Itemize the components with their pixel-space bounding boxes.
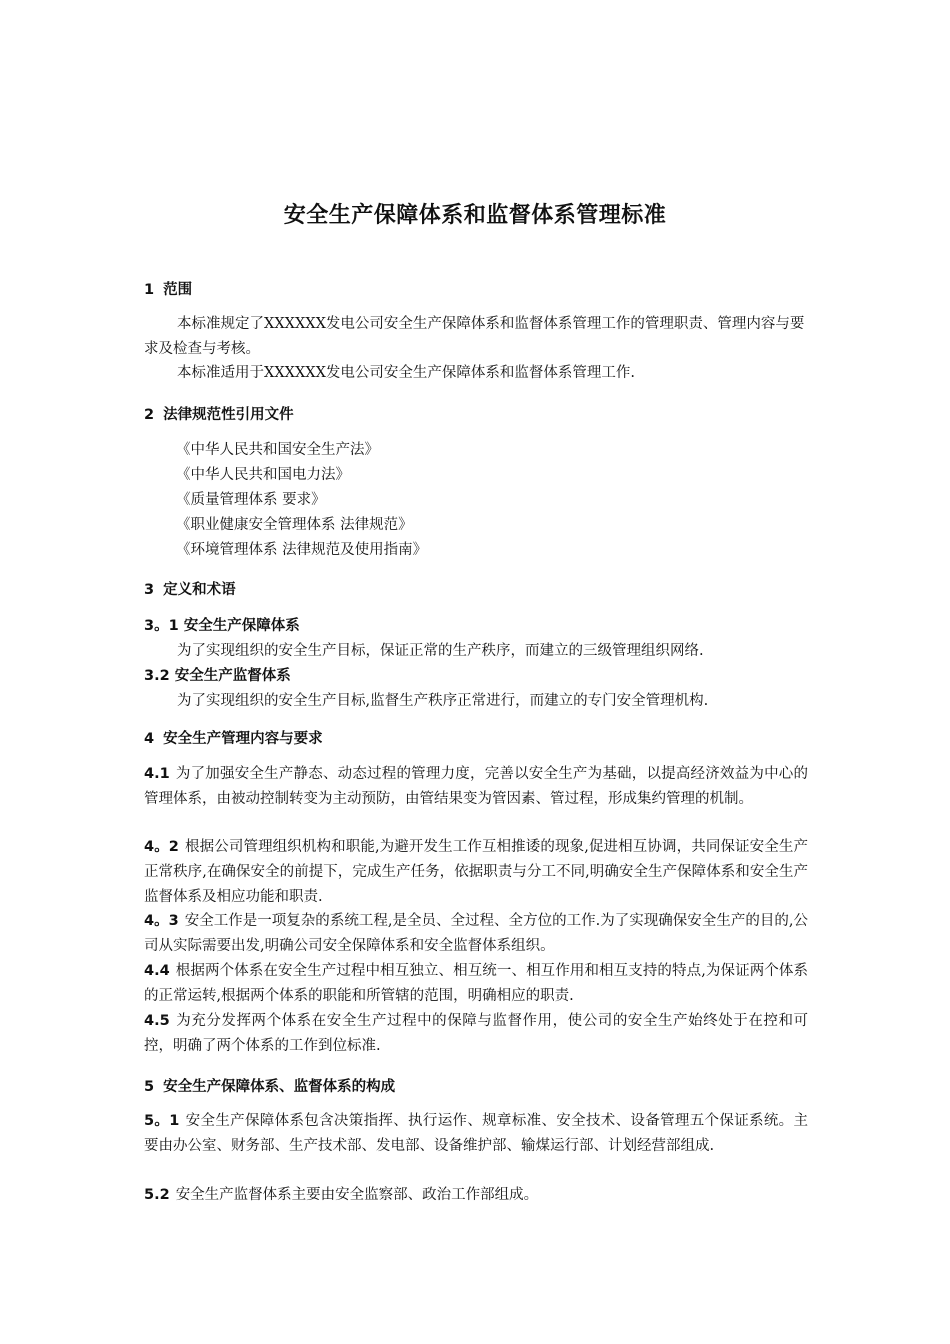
clause-item [144,1009,808,1059]
clause-number: 5。1 [144,1113,180,1129]
clause-number: 4.5 [144,1013,170,1029]
definition-text: 为了实现组织的安全生产目标,监督生产秩序正常进行，而建立的专门安全管理机构. [177,693,709,709]
section-title: 安全生产保障体系、监督体系的构成 [163,1079,396,1095]
section-1-heading [144,278,192,299]
clause-item [144,1109,808,1159]
section-4-heading [144,727,323,748]
clause-item [144,835,808,910]
clause-number: 5.2 [144,1187,170,1203]
clause-number: 4.4 [144,963,170,979]
reference-item: 《质量管理体系 要求》 [176,492,326,508]
clause-text: 安全工作是一项复杂的系统工程,是全员、全过程、全方位的工作.为了实现确保安全生产的目的,公司从实际需要出发,明确公司安全保障体系和安全监督体系组织。 [144,913,808,954]
section-number: 4 [144,731,155,747]
section-1-paragraph-2: 本标准适用于XXXXXX发电公司安全生产保障体系和监督体系管理工作. [177,365,636,381]
section-1-paragraph-1: 本标准规定了XXXXXX发电公司安全生产保障体系和监督体系管理工作的管理职责、管理内容与要求及检查与考核。 [144,316,805,357]
clause-item [144,959,808,1009]
clause-text: 安全生产监督体系主要由安全监察部、政治工作部组成。 [175,1187,539,1203]
definition-label: 3.2 安全生产监督体系 [144,668,291,684]
document-title: 安全生产保障体系和监督体系管理标准 [283,203,667,228]
definition-text: 为了实现组织的安全生产目标，保证正常的生产秩序，而建立的三级管理组织网络. [177,643,704,659]
section-title: 定义和术语 [163,582,236,598]
section-title: 安全生产管理内容与要求 [163,731,323,747]
clause-item [144,762,808,812]
section-title: 范围 [163,282,193,298]
reference-item: 《中华人民共和国安全生产法》 [176,442,379,458]
clause-text: 为充分发挥两个体系在安全生产过程中的保障与监督作用，使公司的安全生产始终处于在控和可控，明确了两个体系的工作到位标准. [144,1013,808,1054]
clause-text: 根据公司管理组织机构和职能,为避开发生工作互相推诿的现象,促进相互协调，共同保证安全生产正常秩序,在确保安全的前提下，完成生产任务，依据职责与分工不同,明确安全生产保障体系和安全生产监督体系及相应功能和职责. [144,839,808,905]
section-title: 法律规范性引用文件 [163,407,294,423]
section-number: 1 [144,282,155,298]
section-5-heading [144,1075,395,1096]
clause-text: 为了加强安全生产静态、动态过程的管理力度，完善以安全生产为基础，以提高经济效益为中心的管理体系，由被动控制转变为主动预防，由管结果变为管因素、管过程，形成集约管理的机制。 [144,766,808,807]
section-number: 2 [144,407,155,423]
section-3-heading [144,578,236,599]
clause-number: 4.1 [144,766,170,782]
clause-item [144,1183,808,1208]
section-number: 5 [144,1079,155,1095]
clause-number: 4。2 [144,839,179,855]
section-2-heading [144,403,294,424]
clause-text: 根据两个体系在安全生产过程中相互独立、相互统一、相互作用和相互支持的特点,为保证两个体系的正常运转,根据两个体系的职能和所管辖的范围，明确相应的职责. [144,963,808,1004]
reference-item: 《职业健康安全管理体系 法律规范》 [176,517,413,533]
definition-label: 3。1 安全生产保障体系 [144,618,300,634]
clause-number: 4。3 [144,913,179,929]
reference-item: 《中华人民共和国电力法》 [176,467,350,483]
clause-item [144,909,808,959]
section-number: 3 [144,582,155,598]
reference-item: 《环境管理体系 法律规范及使用指南》 [176,542,428,558]
clause-text: 安全生产保障体系包含决策指挥、执行运作、规章标准、安全技术、设备管理五个保证系统。主要由办公室、财务部、生产技术部、发电部、设备维护部、输煤运行部、计划经营部组成. [144,1113,809,1154]
